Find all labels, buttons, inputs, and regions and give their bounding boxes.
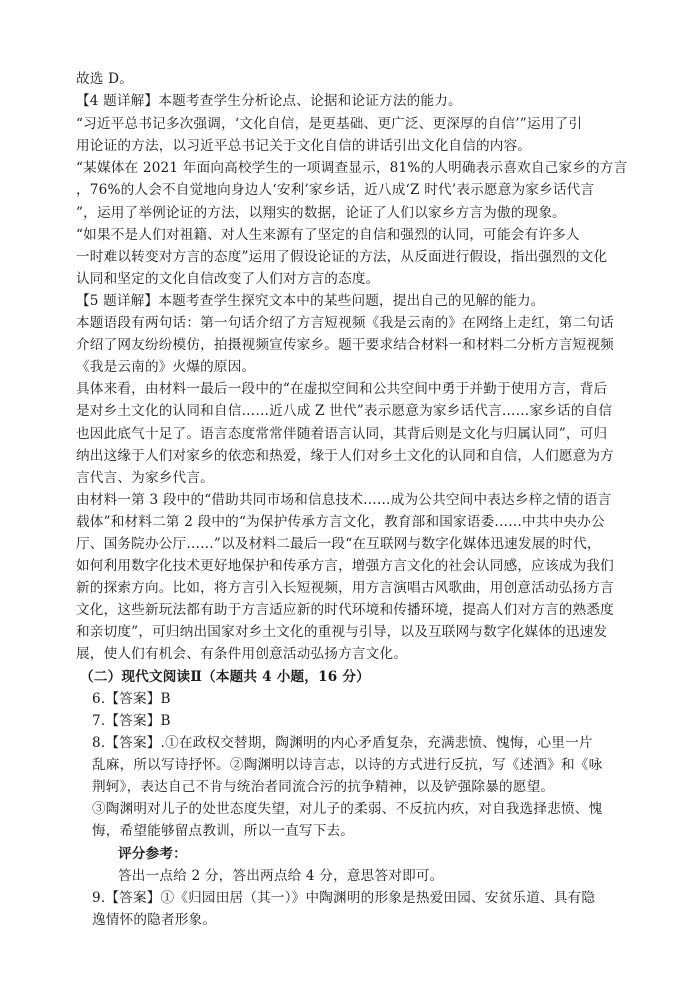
text-line: 具体来看，由材料一最后一段中的“在虚拟空间和公共空间中勇于并勤于使用方言，背后 [76, 381, 608, 397]
text-line: 载体”和材料二第 2 段中的“为保护传承方言文化，教育部和国家语委……中共中央办公 [76, 514, 605, 530]
text-line: 和亲切度”，可归纳出国家对乡土文化的重视与引导，以及互联网与数字化媒体的迅速发 [76, 624, 608, 640]
text-line: 一时难以转变对方言的态度”运用了假设论证的方法，从反面进行假设，指出强烈的文化 [76, 249, 608, 265]
text-line: 荆轲》，表达自己不肯与统治者同流合污的抗争精神，以及铲强除暴的愿望。 [92, 779, 555, 795]
text-line: 如何利用数字化技术更好地保护和传承方言，增强方言文化的社会认同感，应该成为我们 [76, 558, 614, 574]
section-heading-q4: 【4 题详解】本题考查学生分析论点、论据和论证方法的能力。 [76, 93, 462, 109]
text-line: 也因此底气十足了。语言态度常常伴随着语言认同，其背后则是文化与归属认同”，可归 [76, 426, 608, 442]
text-line: 逸情怀的隐者形象。 [92, 912, 217, 928]
section-heading-q5: 【5 题详解】本题考查学生探究文本中的某些问题，提出自己的见解的能力。 [76, 293, 545, 309]
section-title-reading-2: （二）现代文阅读Ⅱ（本题共 4 小题，16 分） [80, 669, 370, 685]
text-line: ③陶渊明对儿子的处世态度失望，对儿子的柔弱、不反抗内疚，对自我选择悲愤、愧 [92, 801, 603, 817]
text-line: 新的探索方向。比如，将方言引入长短视频，用方言演唱古风歌曲，用创意活动弘扬方言 [76, 580, 614, 596]
scoring-reference-label: 评分参考： [118, 846, 187, 862]
text-line: 故选 D。 [76, 71, 134, 87]
text-line: 认同和坚定的文化自信改变了人们对方言的态度。 [76, 271, 380, 287]
text-line: 本题语段有两句话：第一句话介绍了方言短视频《我是云南的》在网络上走红，第二句话 [76, 315, 614, 331]
text-line: “习近平总书记多次强调，‘文化自信，是更基础、更广泛、更深厚的自信’”运用了引 [76, 116, 583, 132]
text-line: 由材料一第 3 段中的“借助共同市场和信息技术……成为公共空间中表达乡梓之情的语言 [76, 492, 612, 508]
answer-7: 7.【答案】B [92, 713, 171, 729]
text-line: 纳出这缘于人们对家乡的依恋和热爱，缘于人们对乡土文化的认同和自信，人们愿意为方 [76, 448, 614, 464]
answer-8: 8.【答案】.①在政权交替期，陶渊明的内心矛盾复杂，充满悲愤、愧悔，心里一片 [92, 735, 593, 751]
answer-9: 9.【答案】①《归园田居（其一）》中陶渊明的形象是热爱田园、安贫乐道、具有隐 [92, 890, 596, 906]
text-line: 用论证的方法，以习近平总书记关于文化自信的讲话引出文化自信的内容。 [76, 138, 532, 154]
text-line: 乱麻，所以写诗抒怀。②陶渊明以诗言志，以诗的方式进行反抗，写《述酒》和《咏 [92, 757, 603, 773]
text-line: 厅、国务院办公厅……”以及材料二最后一段“在互联网与数字化媒体迅速发展的时代， [76, 536, 601, 552]
text-line: “如果不是人们对祖籍、对人生来源有了坚定的自信和强烈的认同，可能会有许多人 [76, 227, 580, 243]
text-line: 悔，希望能够留点教训，所以一直写下去。 [92, 823, 355, 839]
text-line: 是对乡土文化的认同和自信……近八成 Z 世代”表示愿意为家乡话代言……家乡话的自信 [76, 403, 613, 419]
text-line: 文化，这些新玩法都有助于方言适应新的时代环境和传播环境，提高人们对方言的熟悉度 [76, 602, 614, 618]
text-line: ，76%的人会不自觉地向身边人‘安利’家乡话，近八成‘Z 时代’表示愿意为家乡话代言 [76, 182, 595, 198]
text-line: 《我是云南的》火爆的原因。 [76, 359, 256, 375]
text-line: 言代言、为家乡代言。 [76, 470, 214, 486]
text-line: 介绍了网友纷纷模仿，拍摄视频宣传家乡。题干要求结合材料一和材料二分析方言短视频 [76, 337, 614, 353]
scoring-reference-text: 答出一点给 2 分，答出两点给 4 分，意思答对即可。 [118, 868, 444, 884]
text-line: ”，运用了举例论证的方法，以翔实的数据，论证了人们以家乡方言为傲的现象。 [76, 205, 566, 221]
text-line: 展，使人们有机会、有条件用创意活动弘扬方言文化。 [76, 646, 408, 662]
text-line: “某媒体在 2021 年面向高校学生的一项调查显示，81%的人明确表示喜欢自己家乡的方言 [76, 160, 628, 176]
answer-6: 6.【答案】B [92, 691, 171, 707]
